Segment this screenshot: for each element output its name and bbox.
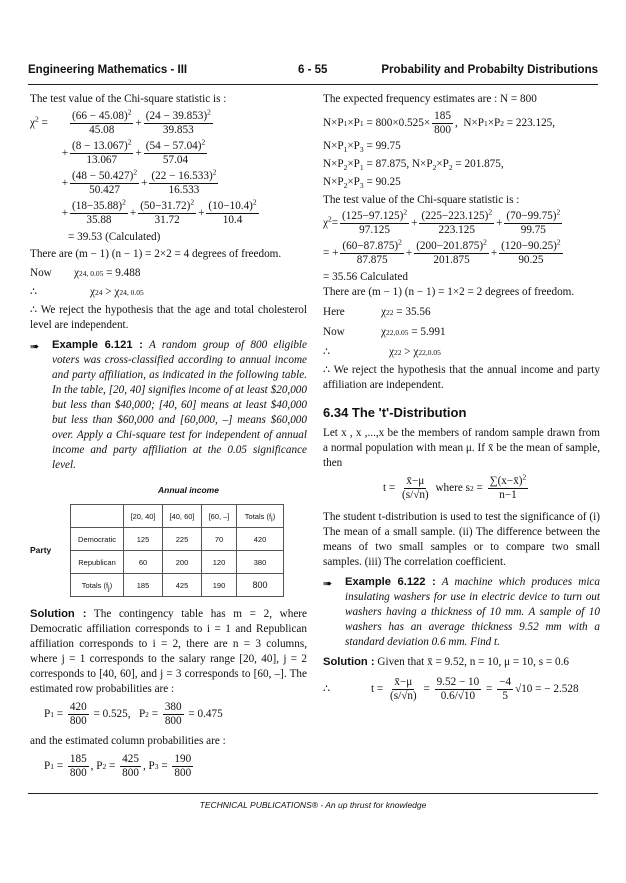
- header-chapter-title: Probability and Probabilty Distributions: [381, 64, 598, 76]
- t-distribution-text: Let x , x ,...,x be the members of random sample drawn from a normal population with mean μ. If x̄ be the mean of sample, then: [323, 427, 600, 469]
- table-title: Annual income: [158, 485, 219, 495]
- expected-line-1: N×P 1 ×P 1 = 800×0.525× $\frac{185}{800}$ , N×P 1 ×P 2 = 223.125,: [323, 110, 556, 136]
- arrow-icon: ➠: [30, 340, 40, 353]
- footer-rule: [28, 793, 598, 794]
- left-column: [30, 92, 307, 780]
- expected-line-3: $N\times P_2\times P_1 = 87.875$, $N\times P_2\times P_2 = 201.875$,: [323, 158, 504, 173]
- degrees-of-freedom-right: There are (m − 1) (n − 1) = 1×2 = 2 degrees of freedom.: [323, 286, 575, 298]
- comparison-right: ∴ χ 2 2 > χ 2 2,0.05: [323, 346, 441, 358]
- t-calculation: ∴ t = $\frac{x̄-\mu}{(s/√n)}$ = $\frac{9.52 - 10}{0.6/√10}$ = $\frac{-4}{5}$ √10 = − 2.528: [323, 676, 579, 702]
- conclusion: ∴ We reject the hypothesis that the age and total cholesterol level are independent.: [30, 304, 307, 331]
- calc-value: Here χ 2 2 = 35.56: [323, 306, 431, 318]
- conclusion-right: ∴ We reject the hypothesis that the annual income and party affiliation are independent.: [323, 364, 600, 391]
- chi-square-equation: $\chi^2$ = $\frac{(66 - 45.08)^2}{45.08}$ + $\frac{(24 - 39.853)^2}{39.853}$ + $\frac{(8 - 13.067)^2}{13.067}$ + $\frac{(54 - 57.04)^2}{57.04}$ + $\frac{(48 - 50.427)^2}{50.427}$ + $\frac{(22 - 16.533)^2}{16.533}$ + $\frac{(18-35.88)^2}{35.88}$ + $\frac{(50-31.72)^2}{31.72}$ + $\frac{(10-10.4)^2}{10.4}$: [30, 107, 257, 226]
- critical-value: Now χ 2 4, 0.05 = 9.488: [30, 267, 141, 279]
- running-header: [28, 64, 598, 82]
- critical-value-right: Now χ 2 2,0.05 = 5.991: [323, 326, 446, 338]
- solution-6-121: Solution : The contingency table has m = 2, where Democratic affiliation corresponds to i = 1 and Republican affiliation corresponds to i = 2, there are n = 3 columns, where j = 1 corresponds to the salary range [20, 40], j = 2 corresponds to [40, 60], and j = 3 corresponds to [60, –]. The estimated row probabilities are :: [30, 608, 307, 695]
- comparison: ∴ χ 2 4 > χ 2 4, 0.05: [30, 286, 144, 298]
- column-prob-text: and the estimated column probabilities are :: [30, 735, 226, 747]
- section-title: 6.34 The 't'-Distribution: [323, 405, 467, 420]
- income-table: [30, 483, 307, 597]
- student-t-text: The student t-distribution is used to test the significance of (i) The mean of a small sample. (ii) The difference between the means of two small samples or to compare two small samples. (iii) The correlation coefficient.: [323, 511, 600, 568]
- header-book-title: Engineering Mathematics - III: [28, 64, 188, 76]
- chi-result-right: = 35.56 Calculated: [323, 271, 408, 283]
- right-column: [323, 92, 600, 703]
- expected-intro: The expected frequency estimates are : N = 800: [323, 93, 537, 105]
- column-probabilities: P 1 = $\frac{185}{800}$ , P 2 = $\frac{425}{800}$ , P 3 = $\frac{190}{800}$: [44, 753, 192, 779]
- table-row: Democratic 125 225 70 420: [71, 528, 284, 551]
- table-row: Totals $(f_j)$ 185 425 190 800: [71, 574, 284, 597]
- t-formula: t = $\frac{x̄-\mu}{(s/√n)}$ where s 2 = $\frac{\sum(x-x̄)^2}{n-1}$: [383, 472, 527, 501]
- chi-result: = 39.53 (Calculated): [68, 231, 161, 243]
- row-probabilities: P 1 = $\frac{420}{800}$ = 0.525, P 2 = $\frac{380}{800}$ = 0.475: [44, 701, 223, 727]
- header-page-number: 6 - 55: [298, 64, 328, 76]
- party-label: Party: [30, 545, 52, 555]
- degrees-of-freedom: There are (m − 1) (n − 1) = 2×2 = 4 degrees of freedom.: [30, 248, 282, 260]
- solution-6-122: Solution : Given that x̄ = 9.52, n = 10, μ = 10, s = 0.6: [323, 656, 569, 668]
- example-6-122: ➠ Example 6.122 : A machine which produces mica insulating washers for use in electric device to turn out washers having a thickness of 10 mm. A sample of 10 washers has an average thickness 9.52 mm with a standard deviation 0.6 mm. Find t.: [323, 576, 600, 648]
- example-6-121: ➠ Example 6.121 : A random group of 800 eligible voters was cross-classified according to annual income and party affiliation, as indicated in the following table. In the table, [20, 40] signifies income of at least $20,000 but less than $40,000; [40, 60] means at least $40,000 but less than $60,000 and [60,000, –] means $60,000 over. Apply a Chi-square test for independent of annual income and party affiliation at the 0.05 significance level.: [30, 339, 307, 471]
- chi-intro: The test value of the Chi-square statistic is :: [30, 93, 227, 105]
- chi-square-equation-right: $\chi^2=$ $\frac{(125-97.125)^2}{97.125}$ + $\frac{(225-223.125)^2}{223.125}$ + $\frac{(70-99.75)^2}{99.75}$ = + $\frac{(60-87.875)^2}{87.875}$ + $\frac{(200-201.875)^2}{201.875}$ + $\frac{(120-90.25)^2}{90.25}$: [323, 207, 561, 266]
- expected-line-4: $N\times P_2\times P_3 = 90.25$: [323, 176, 401, 191]
- header-rule: [28, 84, 598, 85]
- expected-line-2: $N\times P_1\times P_3 = 99.75$: [323, 140, 401, 155]
- arrow-icon: ➠: [323, 577, 333, 590]
- footer: TECHNICAL PUBLICATIONS® - An up thrust for knowledge: [199, 800, 427, 810]
- chi-intro-right: The test value of the Chi-square statistic is :: [323, 194, 520, 206]
- contingency-table: [20, 40] [40, 60] [60, –] Totals $(f_i)$ Democratic 125 225 70 420 Republican 60 200 120 380 Totals $(f_j)$ 185 425 190 800: [70, 504, 284, 597]
- table-row: Republican 60 200 120 380: [71, 551, 284, 574]
